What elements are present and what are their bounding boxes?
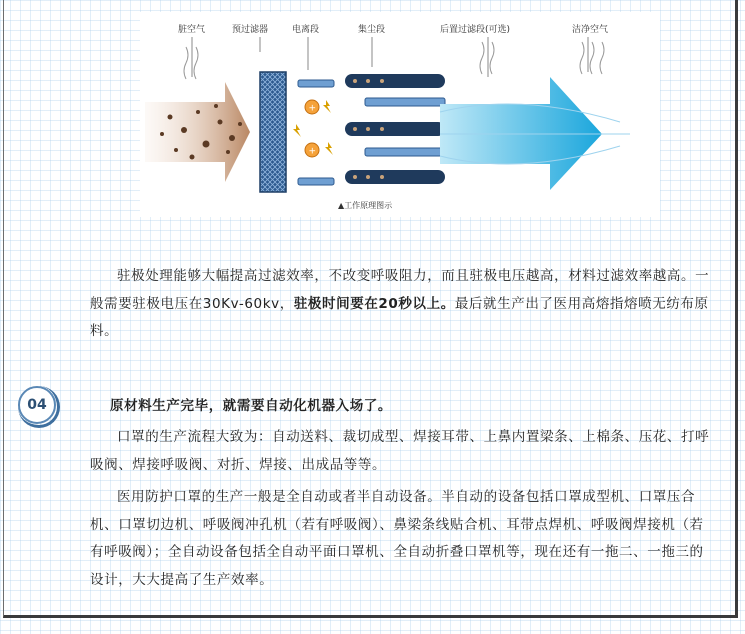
electret-paragraph — [90, 263, 715, 346]
electret-text-1: 驻极处理能够大幅提高过滤效率，不改变呼吸阻力，而且驻极电压越高，材料过滤效率越高。一般需要驻极电压在30Kv-60kv， — [90, 268, 710, 312]
section-number-badge: 04 — [18, 386, 56, 424]
label-ionization: 电离段 — [292, 25, 320, 35]
dust-collection-plates — [345, 74, 445, 184]
label-pre-filter: 预过滤器 — [232, 25, 269, 35]
equipment-paragraph: 医用防护口罩的生产一般是全自动或者半自动设备。半自动的设备包括口罩成型机、口罩压合机、口罩切边机、呼吸阀冲孔机（若有呼吸阀）、鼻梁条线贴合机、耳带点焊机、呼吸阀焊接机（若有呼吸阀）；全自动设备包括全自动平面口罩机、全自动折叠口罩机等，现在还有一拖二、一拖三的设计，大大提高了生产效率。 — [90, 489, 704, 588]
electret-text-2: 最后就生产出了医用高熔指熔喷无纺布原料。 — [90, 295, 709, 339]
pre-filter-panel — [260, 72, 286, 192]
ionization-electrodes — [293, 80, 334, 185]
section-heading — [90, 393, 715, 421]
diagram-caption: ▲工作原理图示 — [338, 201, 393, 210]
air-purifier-diagram — [140, 12, 660, 217]
label-post-filter: 后置过滤段(可选) — [440, 25, 511, 35]
svg-text:+: + — [308, 146, 317, 157]
svg-text:+: + — [308, 103, 317, 114]
label-dirty-air: 脏空气 — [178, 25, 206, 35]
label-pointers — [192, 37, 588, 77]
production-flow-paragraph: 口罩的生产流程大致为：自动送料、裁切成型、焊接耳带、上鼻内置梁条、上棉条、压花、打呼吸阀、焊接呼吸阀、对折、焊接、出成品等等。 — [90, 429, 710, 473]
working-principle-illustration — [140, 12, 660, 217]
airflow-wave-lines — [184, 42, 604, 79]
dirty-air-arrow — [145, 82, 250, 182]
electret-emphasis: 驻极时间要在20秒以上。 — [293, 295, 455, 312]
section-heading-text: 原材料生产完毕，就需要自动化机器入场了。 — [110, 398, 392, 414]
label-clean-air: 洁净空气 — [572, 25, 609, 35]
label-dust-collection: 集尘段 — [358, 25, 386, 35]
